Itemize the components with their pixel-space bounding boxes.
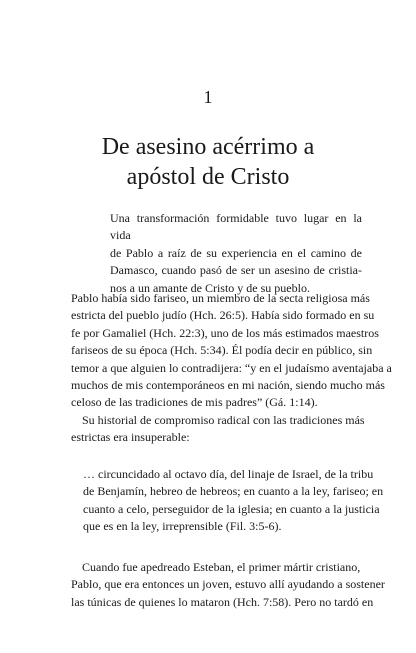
quote-line: … circuncidado al octavo día, del linaje de Israel, de la tribu	[83, 467, 374, 481]
text-line: Pablo, que era entonces un joven, estuvo allí ayudando a sostener	[71, 577, 385, 592]
epigraph-line: nos a un amante de Cristo y de su pueblo.	[110, 280, 310, 295]
chapter-epigraph	[110, 210, 362, 297]
chapter-title-line: De asesino acérrimo a	[101, 134, 315, 160]
text-line: Cuando fue apedreado Esteban, el primer mártir cristiano,	[82, 560, 361, 574]
text-line: estricta del pueblo judío (Hch. 26:5). Había sido formado en su	[71, 308, 375, 323]
chapter-title	[0, 132, 416, 192]
text-line: estrictas era insuperable:	[71, 430, 190, 445]
quote-line: de Benjamín, hebreo de hebreos; en cuanto a la ley, fariseo; en	[83, 484, 384, 499]
text-line: temor a que alguien lo contradijera: “y en el judaísmo aventajaba a	[71, 360, 392, 375]
chapter-title-line: apóstol de Cristo	[126, 164, 290, 190]
epigraph-line: Damasco, cuando pasó de ser un asesino de cristia-	[110, 263, 362, 278]
text-line: Su historial de compromiso radical con las tradiciones más	[82, 413, 365, 427]
text-line: celoso de las tradiciones de mis padres” (Gá. 1:14).	[71, 395, 318, 410]
text-line: Pablo había sido fariseo, un miembro de la secta religiosa más	[71, 291, 370, 305]
text-line: muchos de mis contemporáneos en mi nación, siendo mucho más	[71, 378, 385, 393]
text-line: fariseos de su época (Hch. 5:34). Él podía decir en público, sin	[71, 343, 373, 358]
body-paragraph	[71, 559, 385, 611]
body-paragraph	[71, 290, 392, 412]
quote-line: cuanto a celo, perseguidor de la iglesia; en cuanto a la justicia	[83, 501, 380, 516]
epigraph-line: Una transformación formidable tuvo lugar en la vida	[110, 211, 362, 243]
text-line: fe por Gamaliel (Hch. 22:3), uno de los más estimados maestros	[71, 325, 379, 340]
text-line: las túnicas de quienes lo mataron (Hch. 7:58). Pero no tardó en	[71, 594, 374, 609]
block-quote	[83, 466, 384, 536]
chapter-number: 1	[203, 87, 213, 107]
body-paragraph	[71, 412, 365, 447]
quote-line: que es en la ley, irreprensible (Fil. 3:5-6).	[83, 519, 282, 534]
epigraph-line: de Pablo a raíz de su experiencia en el camino de	[110, 245, 362, 260]
